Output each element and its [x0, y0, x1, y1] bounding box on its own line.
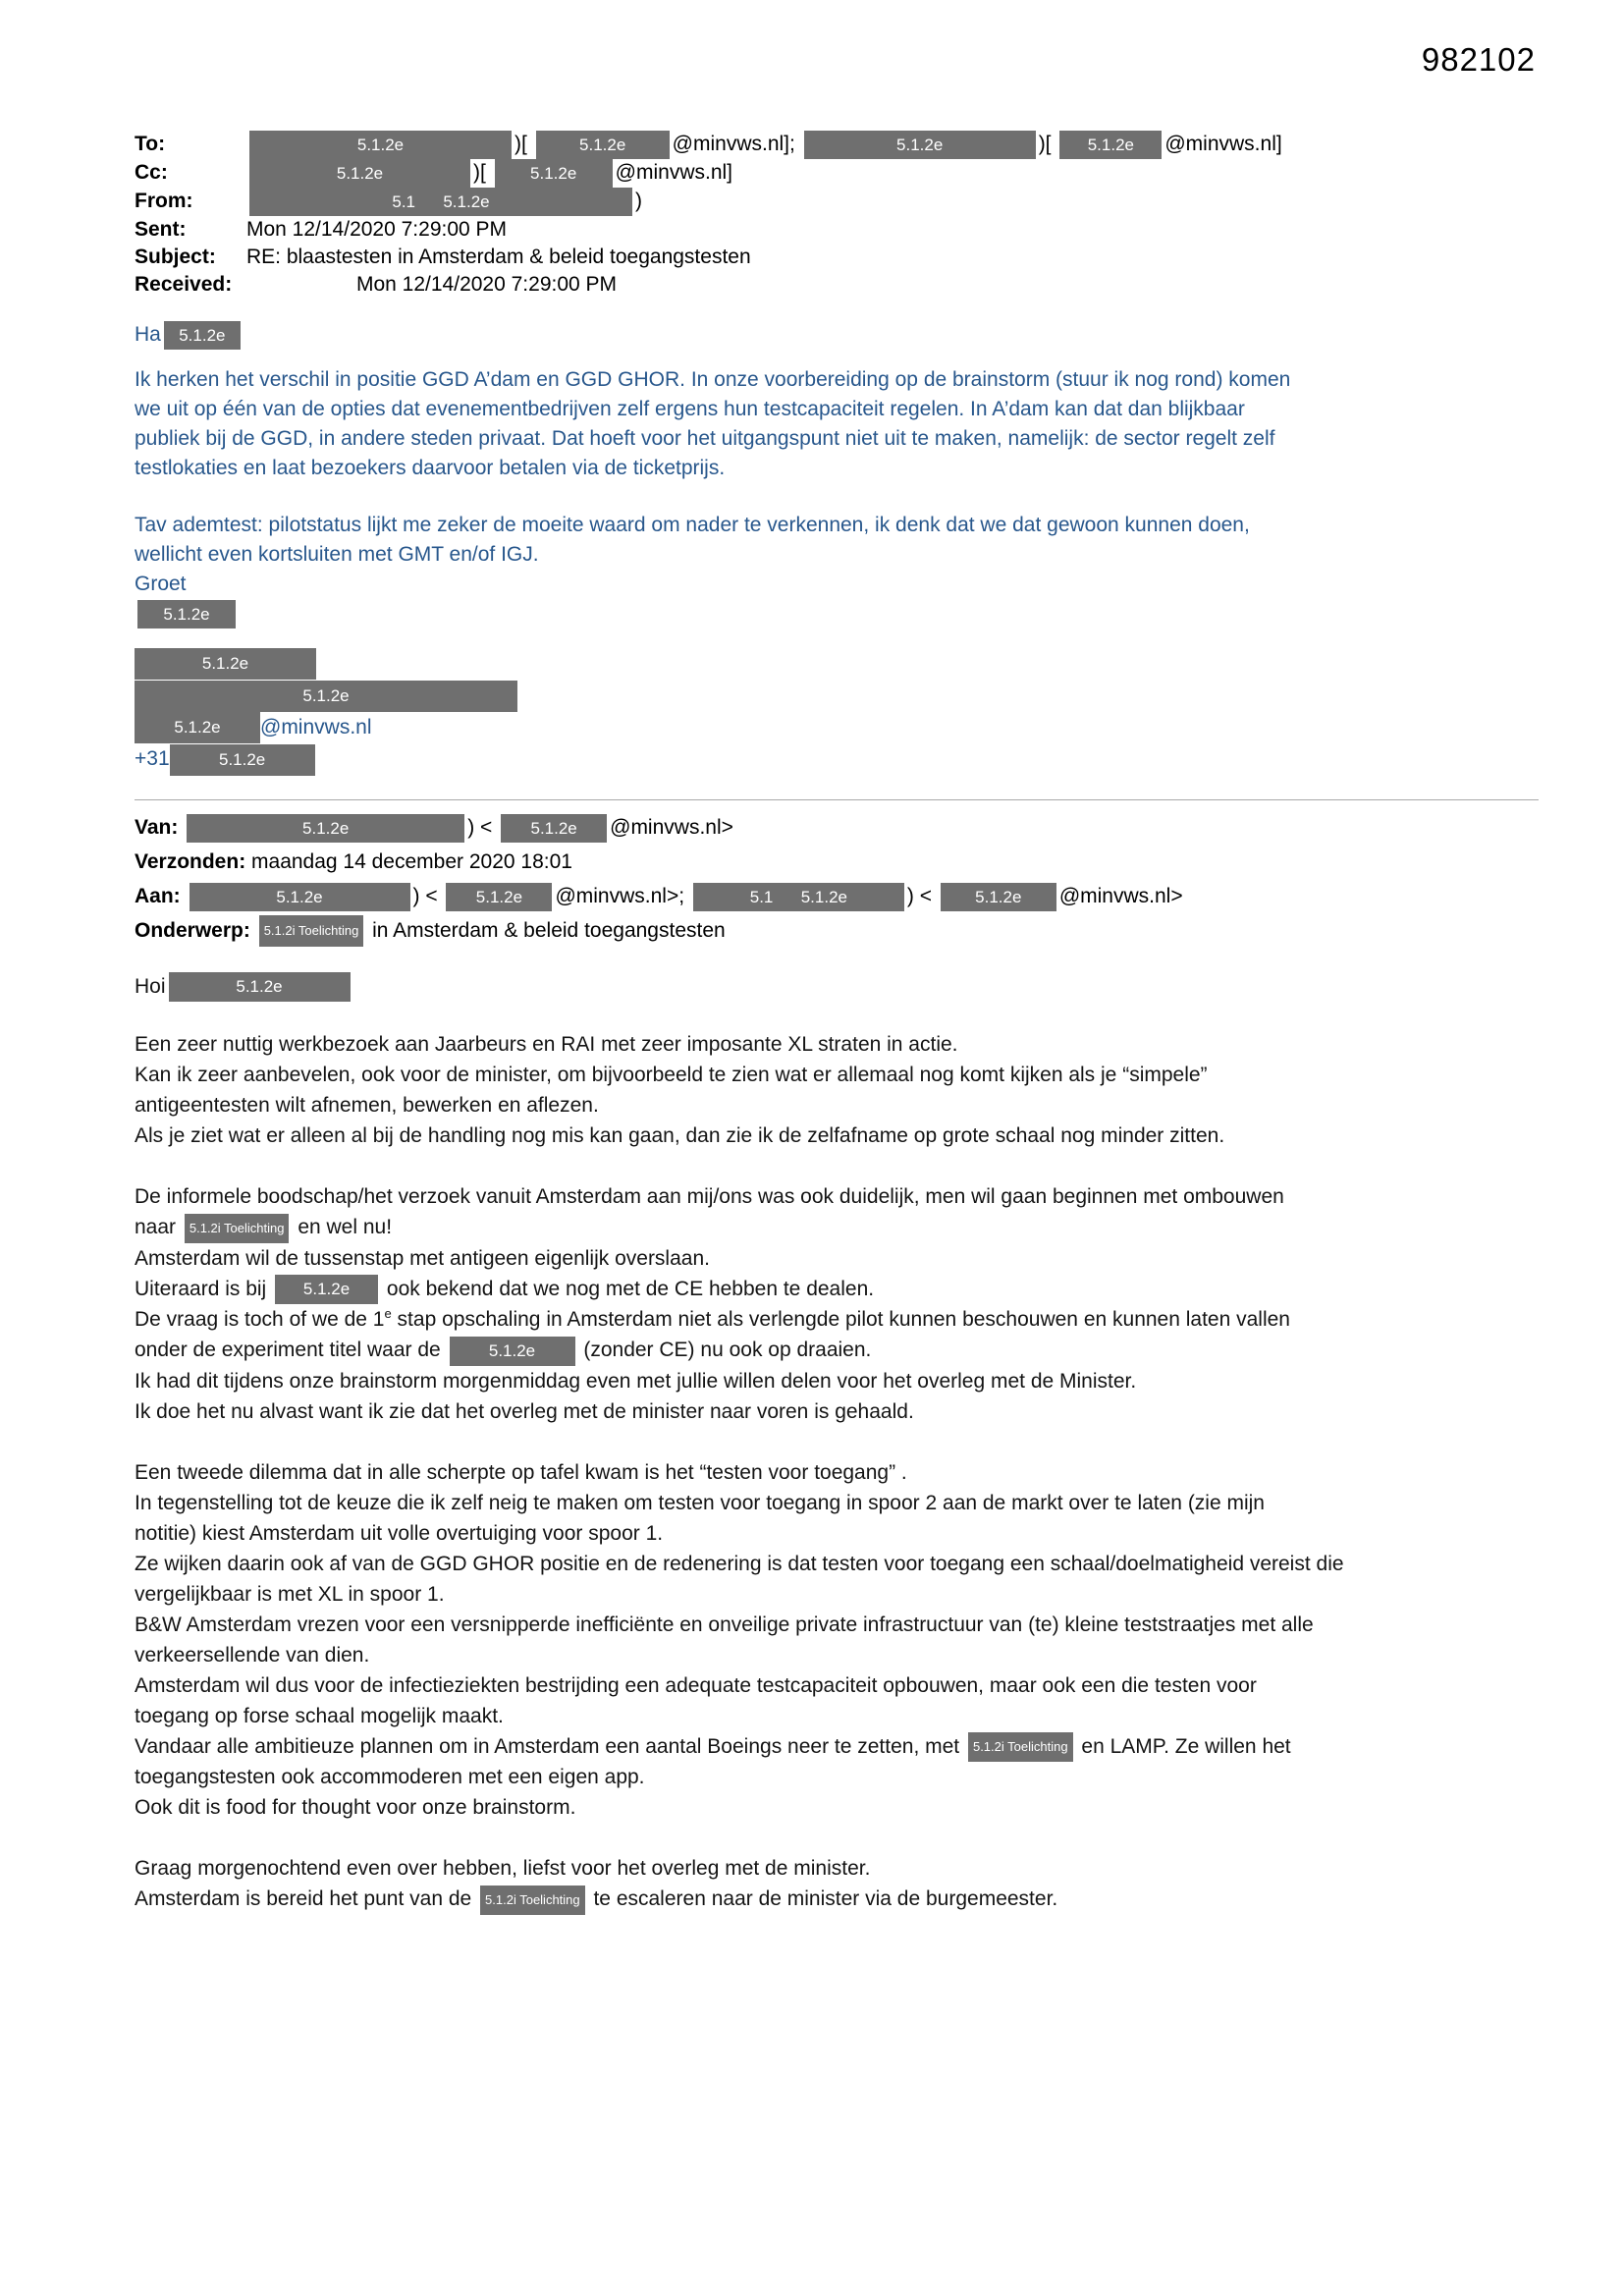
redaction-box: 5.1.2i Toelichting: [480, 1886, 585, 1915]
reply-paragraph: [135, 511, 1539, 570]
text-segment: ) <: [467, 815, 499, 839]
text-line: [135, 1792, 1539, 1823]
text-segment: )[: [473, 161, 492, 185]
text-segment: we uit op één van de opties dat evenementbedrijven zelf ergens hun testcapaciteit regelen. In A’dam kan dat dan blijkbaar: [135, 398, 1245, 420]
text-segment: Een tweede dilemma dat in alle scherpte op tafel kwam is het “testen voor toegang” .: [135, 1460, 907, 1484]
header-row: [135, 188, 1539, 216]
redaction-box: 5.1.2e: [536, 131, 670, 159]
original-header-label: Aan:: [135, 884, 187, 907]
original-header-row: [135, 913, 1539, 948]
text-segment: onder de experiment titel waar de: [135, 1339, 447, 1362]
header-field-value: [246, 216, 507, 244]
text-line: [135, 1701, 1539, 1731]
text-line: [135, 1488, 1539, 1518]
text-line: [135, 1610, 1539, 1640]
text-segment: @minvws.nl>: [1058, 884, 1183, 907]
text-line: [135, 395, 1539, 424]
text-segment: ): [635, 190, 642, 213]
text-segment: B&W Amsterdam vrezen voor een versnipperde inefficiënte en onveilige private infrastructuur van (te) kleine teststraatjes met alle: [135, 1613, 1314, 1636]
reply-greeting: [135, 320, 1539, 350]
header-field-label: Subject:: [135, 246, 216, 268]
text-segment: De informele boodschap/het verzoek vanuit Amsterdam aan mij/ons was ook duidelijk, men wil gaan beginnen met ombouwen: [135, 1185, 1284, 1209]
text-line: [135, 1304, 1539, 1335]
text-line: [135, 1121, 1539, 1151]
text-line: [135, 511, 1539, 540]
text-line: [135, 1181, 1539, 1212]
header-field-label: Cc:: [135, 161, 168, 184]
text-segment: Uiteraard is bij: [135, 1277, 273, 1300]
signature-line: [135, 743, 1539, 775]
redaction-box: 5.1.2e: [1059, 131, 1162, 159]
header-row: [135, 216, 1539, 244]
text-segment: @minvws.nl>;: [555, 884, 690, 907]
original-header-label: Verzonden:: [135, 849, 252, 873]
redaction-box: 5.1.2e: [446, 883, 552, 911]
text-segment: en LAMP. Ze willen het: [1075, 1734, 1291, 1758]
header-field-value: [246, 188, 642, 216]
text-segment: @minvws.nl];: [672, 133, 801, 156]
text-line: [135, 1243, 1539, 1274]
header-field-value: [246, 271, 617, 299]
signature-block: [135, 648, 1539, 776]
header-field-label: Sent:: [135, 218, 187, 241]
text-segment: antigeentesten wilt afnemen, bewerken en aflezen.: [135, 1094, 599, 1118]
text-segment: Ze wijken daarin ook af van de GGD GHOR positie en de redenering is dat testen voor toegang een schaal/doelmatigheid vereist die: [135, 1552, 1344, 1575]
text-segment: Ik had dit tijdens onze brainstorm morgenmiddag even met jullie willen delen voor het overleg met de Minister.: [135, 1369, 1137, 1393]
redaction-box: 5.1.2i Toelichting: [259, 915, 364, 947]
message-divider: [135, 799, 1539, 800]
redaction-box: 5.1.2e: [135, 681, 517, 712]
text-line: [135, 1335, 1539, 1365]
text-line: [135, 1457, 1539, 1488]
text-line: [135, 454, 1539, 483]
text-line: [135, 1396, 1539, 1427]
text-line: [135, 1518, 1539, 1549]
text-segment: ) <: [412, 884, 444, 907]
header-field-label: From:: [135, 190, 193, 212]
body-paragraph: [135, 1853, 1539, 1914]
text-line: [135, 365, 1539, 395]
text-segment: vergelijkbaar is met XL in spoor 1.: [135, 1582, 445, 1606]
text-segment: Hoi: [135, 974, 166, 998]
original-header-row: [135, 879, 1539, 913]
body-paragraph: [135, 1029, 1539, 1151]
text-segment: @minvws.nl]: [1164, 133, 1282, 156]
text-line: [135, 1884, 1539, 1914]
original-header-label: Van:: [135, 815, 185, 839]
redaction-box: 5.1.2e: [495, 159, 613, 188]
redaction-box: 5.1 5.1.2e: [693, 883, 904, 911]
text-segment: in Amsterdam & beleid toegangstesten: [366, 918, 726, 942]
text-segment: Tav ademtest: pilotstatus lijkt me zeker de moeite waard om nader te verkennen, ik denk dat we dat gewoon kunnen doen,: [135, 514, 1250, 536]
header-row: [135, 159, 1539, 188]
text-segment: ook bekend dat we nog met de CE hebben te dealen.: [381, 1277, 875, 1300]
text-segment: maandag 14 december 2020 18:01: [251, 849, 572, 873]
text-segment: Mon 12/14/2020 7:29:00 PM: [356, 273, 618, 296]
redaction-box: 5.1.2e: [249, 131, 512, 159]
original-message-body: [135, 971, 1539, 1915]
text-segment: Vandaar alle ambitieuze plannen om in Amsterdam een aantal Boeings neer te zetten, met: [135, 1734, 965, 1758]
text-segment: (zonder CE) nu ook op draaien.: [577, 1339, 872, 1362]
redaction-box: 5.1.2e: [170, 744, 315, 776]
redaction-box: 5.1.2e: [249, 159, 470, 188]
header-row: [135, 131, 1539, 159]
original-paragraphs: [135, 1029, 1539, 1914]
text-line: [135, 1549, 1539, 1579]
text-segment: Ook dit is food for thought voor onze brainstorm.: [135, 1796, 576, 1820]
redaction-box: 5.1.2e: [189, 883, 410, 911]
text-segment: RE: blaastesten in Amsterdam & beleid toegangstesten: [246, 246, 751, 268]
text-segment: Ha: [135, 323, 161, 346]
text-line: [135, 1212, 1539, 1242]
text-segment: Amsterdam is bereid het punt van de: [135, 1887, 478, 1911]
text-segment: testlokaties en laat bezoekers daarvoor betalen via de ticketprijs.: [135, 457, 726, 479]
text-segment: verkeersellende van dien.: [135, 1643, 370, 1667]
reply-closing-redaction: [135, 599, 1539, 629]
text-segment: Een zeer nuttig werkbezoek aan Jaarbeurs en RAI met zeer imposante XL straten in actie.: [135, 1033, 958, 1057]
redaction-box: 5.1.2e: [135, 648, 316, 680]
reply-closing: Groet: [135, 573, 187, 595]
header-field-label: Received:: [135, 273, 233, 296]
text-segment: @minvws.nl>: [610, 815, 733, 839]
text-segment: en wel nu!: [292, 1216, 393, 1239]
text-segment: notitie) kiest Amsterdam uit volle overtuiging voor spoor 1.: [135, 1521, 664, 1545]
original-header-row: [135, 845, 1539, 879]
signature-line: [135, 712, 1539, 743]
text-line: [135, 1853, 1539, 1884]
signature-line: [135, 680, 1539, 711]
redaction-box: 5.1 5.1.2e: [249, 188, 632, 216]
body-paragraph: [135, 1457, 1539, 1823]
original-message-header: [135, 810, 1539, 948]
text-segment: )[: [1038, 133, 1057, 156]
reply-paragraphs: [135, 365, 1539, 570]
redaction-box: 5.1.2e: [275, 1275, 378, 1304]
redaction-box: 5.1.2i Toelichting: [185, 1214, 290, 1243]
text-segment: te escaleren naar de minister via de burgemeester.: [587, 1887, 1058, 1911]
text-segment: )[: [514, 133, 533, 156]
text-segment: Amsterdam wil de tussenstap met antigeen eigenlijk overslaan.: [135, 1246, 710, 1270]
text-segment: Ik doe het nu alvast want ik zie dat het overleg met de minister naar voren is gehaald.: [135, 1399, 914, 1423]
header-field-value: [246, 159, 732, 188]
text-segment: +31: [135, 747, 170, 771]
text-segment: @minvws.nl]: [615, 161, 733, 185]
text-segment: Ik herken het verschil in positie GGD A’dam en GGD GHOR. In onze voorbereiding op de brainstorm (stuur ik nog rond) komen: [135, 368, 1291, 391]
text-line: [135, 540, 1539, 570]
original-greeting: [135, 971, 1539, 1002]
text-line: [135, 1029, 1539, 1060]
header-row: [135, 244, 1539, 271]
redaction-box: 5.1.2e: [450, 1337, 575, 1366]
text-line: [135, 1366, 1539, 1396]
redaction-box: 5.1.2e: [187, 814, 464, 843]
superscript-text: e: [384, 1306, 392, 1322]
text-line: [135, 1670, 1539, 1701]
text-segment: ) <: [906, 884, 938, 907]
text-segment: In tegenstelling tot de keuze die ik zelf neig te maken om testen voor toegang in spoor 2 aan de markt over te laten (zie mijn: [135, 1491, 1265, 1514]
document-content: [135, 131, 1539, 1945]
text-segment: Kan ik zeer aanbevelen, ook voor de minister, om bijvoorbeeld te zien wat er allemaal nog komt kijken als je “simpele”: [135, 1064, 1208, 1087]
text-line: [135, 1762, 1539, 1792]
text-segment: naar: [135, 1216, 182, 1239]
redaction-box: 5.1.2e: [137, 600, 236, 629]
text-line: [135, 1579, 1539, 1610]
text-line: [135, 1640, 1539, 1670]
text-segment: publiek bij de GGD, in andere steden privaat. Dat hoeft voor het uitgangspunt niet uit te maken, namelijk: de sector regelt zelf: [135, 427, 1275, 450]
text-segment: wellicht even kortsluiten met GMT en/of IGJ.: [135, 543, 539, 566]
header-row: [135, 271, 1539, 299]
text-line: [135, 1090, 1539, 1121]
text-line: [135, 424, 1539, 454]
original-header-label: Onderwerp:: [135, 918, 256, 942]
redaction-box: 5.1.2e: [501, 814, 607, 843]
header-field-value: [246, 131, 1282, 159]
body-paragraph: [135, 1181, 1539, 1426]
text-segment: De vraag is toch of we de 1: [135, 1308, 385, 1332]
redaction-box: 5.1.2e: [804, 131, 1036, 159]
header-field-value: [246, 244, 751, 271]
text-line: [135, 1274, 1539, 1304]
text-segment: @minvws.nl: [260, 715, 372, 738]
reply-paragraph: [135, 365, 1539, 483]
redaction-box: 5.1.2e: [941, 883, 1056, 911]
text-segment: Mon 12/14/2020 7:29:00 PM: [246, 218, 508, 241]
redaction-box: 5.1.2e: [164, 321, 241, 350]
header-field-label: To:: [135, 133, 166, 155]
text-line: [135, 1731, 1539, 1762]
signature-line: [135, 648, 1539, 680]
original-header-row: [135, 810, 1539, 845]
text-segment: Graag morgenochtend even over hebben, liefst voor het overleg met de minister.: [135, 1857, 871, 1881]
document-number: 982102: [1421, 41, 1536, 78]
text-line: [135, 1060, 1539, 1090]
email-header: [135, 131, 1539, 299]
text-segment: toegang op forse schaal mogelijk maakt.: [135, 1704, 504, 1727]
text-segment: Amsterdam wil dus voor de infectieziekten bestrijding een adequate testcapaciteit opbouwen, maar ook een die testen voor: [135, 1673, 1257, 1697]
reply-message: [135, 320, 1539, 776]
text-segment: Als je ziet wat er alleen al bij de handling nog mis kan gaan, dan zie ik de zelfafname op grote schaal nog minder zitten.: [135, 1124, 1225, 1148]
redaction-box: 5.1.2e: [169, 972, 351, 1002]
redaction-box: 5.1.2i Toelichting: [968, 1732, 1073, 1762]
text-segment: stap opschaling in Amsterdam niet als verlengde pilot kunnen beschouwen en kunnen laten vallen: [391, 1308, 1290, 1332]
text-segment: toegangstesten ook accommoderen met een eigen app.: [135, 1766, 645, 1789]
redaction-box: 5.1.2e: [135, 712, 260, 743]
